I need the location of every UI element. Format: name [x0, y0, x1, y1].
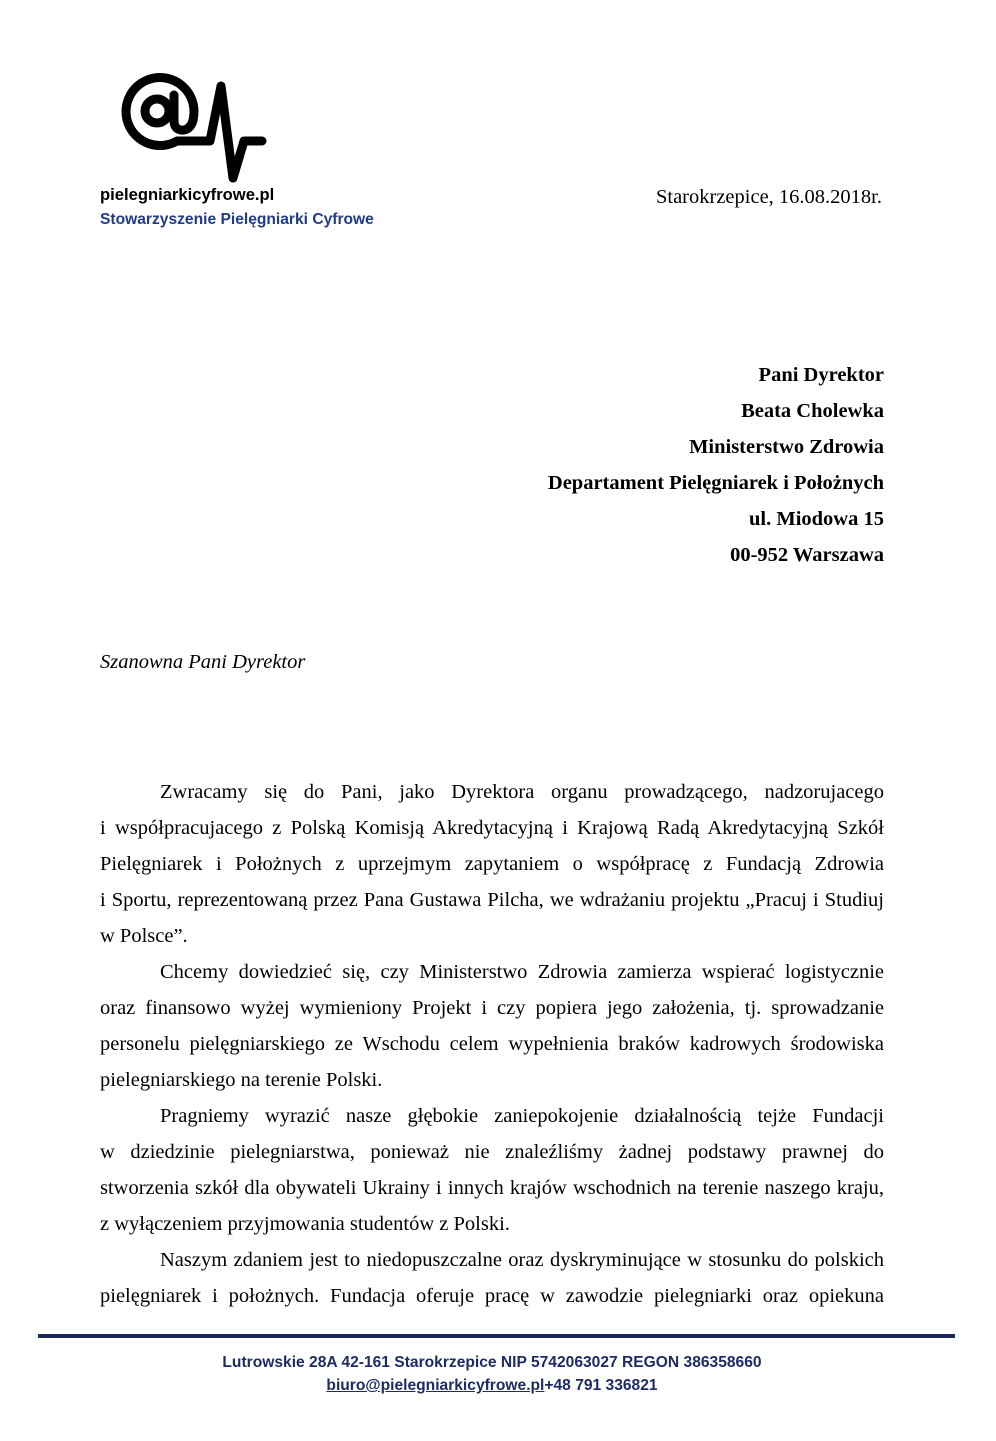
paragraph-line: Pragniemy wyrazić nasze głębokie zaniepokojenie działalnością tejże Fundacji — [160, 1105, 884, 1127]
recipient-line: Pani Dyrektor — [758, 364, 884, 386]
footer-address: Lutrowskie 28A 42-161 Starokrzepice NIP 5742063027 REGON 386358660 — [222, 1354, 762, 1371]
paragraph-line: w Polsce”. — [100, 925, 188, 947]
letter-body — [100, 774, 884, 1314]
at-sign-heartbeat-logo-icon — [100, 60, 280, 195]
paragraph-line: stworzenia szkół dla obywateli Ukrainy i innych krajów wschodnich na terenie naszego kraju, — [100, 1177, 884, 1199]
paragraph-line: i współpracujacego z Polską Komisją Akredytacyjną i Krajową Radą Akredytacyjną Szkół — [100, 817, 884, 839]
footer-rule — [38, 1334, 955, 1338]
recipient-line: Ministerstwo Zdrowia — [689, 436, 884, 458]
paragraph — [100, 774, 884, 954]
organization-name: Stowarzyszenie Pielęgniarki Cyfrowe — [100, 211, 374, 228]
recipient-line: 00-952 Warszawa — [730, 544, 884, 566]
logo-site-name: pielegniarkicyfrowe.pl — [100, 185, 275, 204]
recipient-line: Departament Pielęgniarek i Położnych — [547, 472, 884, 494]
letter-date: Starokrzepice, 16.08.2018r. — [655, 186, 882, 208]
recipient-line: ul. Miodowa 15 — [749, 508, 884, 530]
paragraph-line: Pielęgniarek i Położnych z uprzejmym zapytaniem o współpracę z Fundacją Zdrowia — [100, 853, 884, 875]
recipient-line: Beata Cholewka — [741, 400, 884, 422]
paragraph — [100, 1098, 884, 1242]
paragraph-line: i Sportu, reprezentowaną przez Pana Gustawa Pilcha, we wdrażaniu projektu „Pracuj i Studiuj — [100, 889, 884, 911]
recipient-block — [548, 357, 884, 573]
paragraph-line: w dziedzinie pielegniarstwa, ponieważ nie znaleźliśmy żadnej podstawy prawnej do — [100, 1141, 884, 1163]
footer-phone: +48 791 336821 — [544, 1377, 658, 1394]
paragraph-line: Naszym zdaniem jest to niedopuszczalne oraz dyskryminujące w stosunku do polskich — [160, 1249, 884, 1271]
paragraph — [100, 1242, 884, 1314]
footer-contact — [0, 1374, 984, 1397]
paragraph-line: z wyłączeniem przyjmowania studentów z Polski. — [100, 1213, 510, 1235]
salutation: Szanowna Pani Dyrektor — [100, 651, 306, 673]
footer-email-link[interactable]: biuro@pielegniarkicyfrowe.pl — [326, 1377, 545, 1394]
paragraph-line: Zwracamy się do Pani, jako Dyrektora organu prowadzącego, nadzorujacego — [160, 781, 884, 803]
paragraph-line: pielegniarskiego na terenie Polski. — [100, 1069, 383, 1091]
paragraph — [100, 954, 884, 1098]
paragraph-line: Chcemy dowiedzieć się, czy Ministerstwo Zdrowia zamierza wspierać logistycznie — [160, 961, 884, 983]
paragraph-line: personelu pielęgniarskiego ze Wschodu celem wypełnienia braków kadrowych środowiska — [100, 1033, 884, 1055]
paragraph-line: oraz finansowo wyżej wymieniony Projekt i czy popiera jego założenia, tj. sprowadzanie — [100, 997, 884, 1019]
paragraph-line: pielęgniarek i położnych. Fundacja oferuje pracę w zawodzie pielegniarki oraz opiekuna — [100, 1285, 884, 1307]
footer — [0, 1351, 984, 1397]
